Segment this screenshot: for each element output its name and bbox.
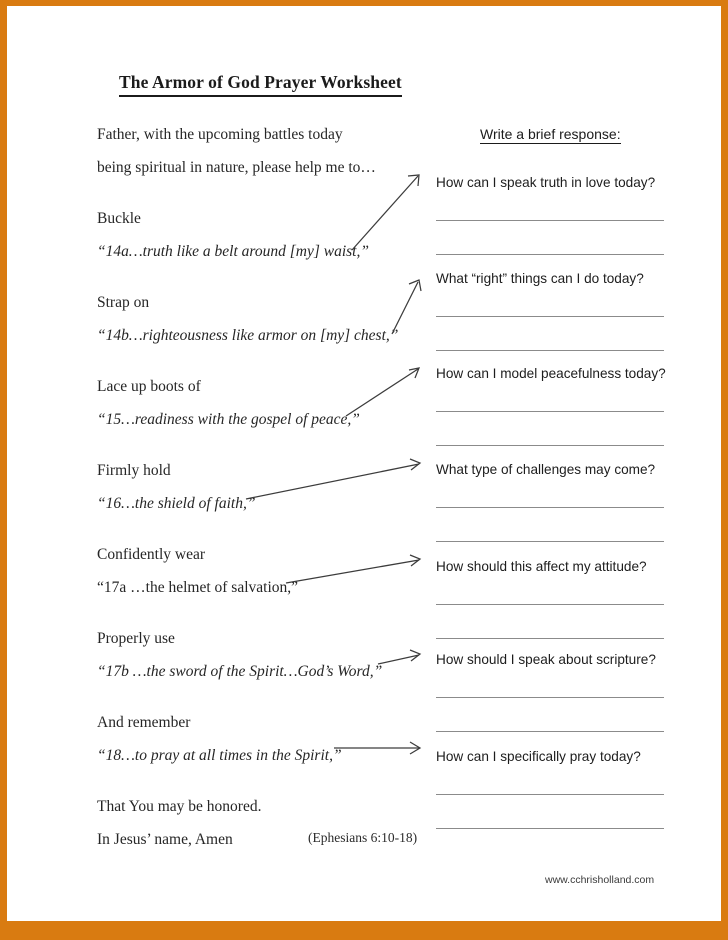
- paper-sheet: [7, 6, 721, 921]
- prayer-action-6: Properly use: [97, 630, 175, 647]
- page-title: The Armor of God Prayer Worksheet: [119, 72, 402, 97]
- answer-line[interactable]: [436, 350, 664, 351]
- answer-line[interactable]: [436, 411, 664, 412]
- answer-line[interactable]: [436, 316, 664, 317]
- answer-line[interactable]: [436, 794, 664, 795]
- answer-line[interactable]: [436, 507, 664, 508]
- answer-line[interactable]: [436, 445, 664, 446]
- footer-website-url: www.cchrisholland.com: [545, 874, 655, 886]
- prayer-action-1: Buckle: [97, 210, 141, 227]
- prayer-action-5: Confidently wear: [97, 546, 206, 563]
- answer-line[interactable]: [436, 254, 664, 255]
- prayer-action-7: And remember: [97, 714, 191, 731]
- answer-line[interactable]: [436, 828, 664, 829]
- answer-line[interactable]: [436, 220, 664, 221]
- prayer-opening-line-1: Father, with the upcoming battles today: [97, 126, 343, 143]
- answer-line[interactable]: [436, 731, 664, 732]
- response-question-3: How can I model peacefulness today?: [436, 366, 666, 381]
- answer-line[interactable]: [436, 541, 664, 542]
- answer-line[interactable]: [436, 697, 664, 698]
- prayer-opening-line-2: being spiritual in nature, please help me to…: [97, 159, 376, 176]
- response-question-5: How should this affect my attitude?: [436, 559, 647, 574]
- response-question-2: What “right” things can I do today?: [436, 271, 644, 286]
- prayer-action-4: Firmly hold: [97, 462, 171, 479]
- prayer-verse-1: “14a…truth like a belt around [my] waist,”: [97, 243, 369, 260]
- prayer-verse-7: “18…to pray at all times in the Spirit,”: [97, 747, 342, 764]
- scripture-citation: (Ephesians 6:10-18): [308, 830, 418, 845]
- prayer-verse-4: “16…the shield of faith,”: [97, 495, 256, 512]
- prayer-verse-2: “14b…righteousness like armor on [my] chest,”: [97, 327, 399, 344]
- prayer-closing-line-2: In Jesus’ name, Amen: [97, 831, 233, 848]
- prayer-verse-6: “17b …the sword of the Spirit…God’s Word,”: [97, 663, 383, 680]
- response-section-heading: Write a brief response:: [480, 126, 621, 142]
- answer-line[interactable]: [436, 604, 664, 605]
- response-question-4: What type of challenges may come?: [436, 462, 656, 477]
- prayer-verse-3: “15…readiness with the gospel of peace,”: [97, 411, 360, 428]
- answer-line[interactable]: [436, 638, 664, 639]
- prayer-closing-line-1: That You may be honored.: [97, 798, 262, 815]
- prayer-action-3: Lace up boots of: [97, 378, 201, 395]
- prayer-action-2: Strap on: [97, 294, 150, 311]
- response-question-6: How should I speak about scripture?: [436, 652, 656, 667]
- prayer-verse-5: “17a …the helmet of salvation,”: [97, 579, 299, 596]
- response-question-1: How can I speak truth in love today?: [436, 175, 656, 190]
- response-question-7: How can I specifically pray today?: [436, 749, 641, 764]
